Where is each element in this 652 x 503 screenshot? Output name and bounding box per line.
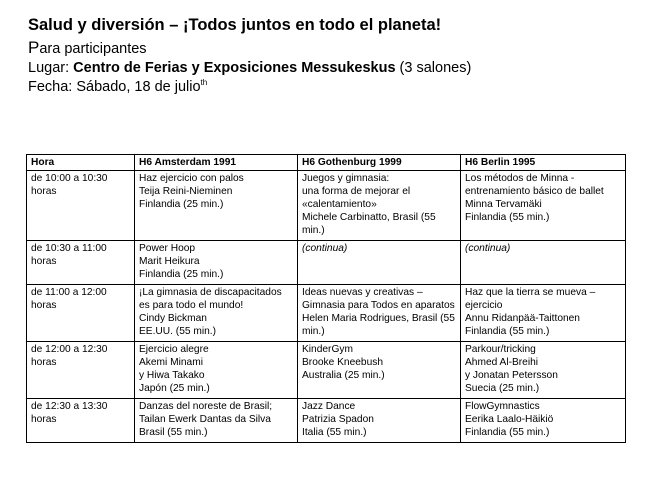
session-cell-berlin: [461, 241, 626, 285]
session-line: Los métodos de Minna - entrenamiento básico de ballet: [465, 173, 604, 197]
session-line: Michele Carbinatto, Brasil (55 min.): [302, 212, 436, 236]
session-line: Haz ejercicio con palos: [139, 173, 244, 184]
location-line: [28, 59, 628, 78]
session-line: Minna Tervamäki: [465, 199, 542, 210]
session-line: Italia (55 min.): [302, 427, 367, 438]
document-header: [28, 14, 628, 97]
session-cell-gothenburg: [298, 342, 461, 399]
audience-line: [28, 38, 628, 59]
session-cell-berlin: [461, 171, 626, 241]
column-header-amsterdam: H6 Amsterdam 1991: [135, 155, 298, 171]
session-line: Brasil (55 min.): [139, 427, 208, 438]
session-cell-gothenburg: [298, 285, 461, 342]
session-line: y Jonatan Petersson: [465, 370, 558, 381]
table-header-row: [27, 155, 626, 171]
session-cell-amsterdam: [135, 241, 298, 285]
location-extra: (3 salones): [395, 60, 472, 76]
session-line: Eerika Laalo-Häikiö: [465, 414, 554, 425]
session-cell-gothenburg: [298, 241, 461, 285]
session-line: Ideas nuevas y creativas – Gimnasia para Todos en aparatos: [302, 287, 455, 311]
schedule-table: [26, 154, 626, 443]
session-line: Patrizia Spadon: [302, 414, 374, 425]
column-header-gothenburg: H6 Gothenburg 1999: [298, 155, 461, 171]
session-line: (continua): [302, 243, 348, 254]
session-line: Teija Reini-Nieminen: [139, 186, 233, 197]
session-line: Japón (25 min.): [139, 383, 210, 394]
session-line: Power Hoop: [139, 243, 196, 254]
session-line: Ahmed Al-Breihi: [465, 357, 539, 368]
session-line: EE.UU. (55 min.): [139, 326, 216, 337]
time-cell: de 12:00 a 12:30 horas: [27, 342, 135, 399]
session-line: Akemi Minami: [139, 357, 203, 368]
time-cell: de 10:00 a 10:30 horas: [27, 171, 135, 241]
session-line: Suecia (25 min.): [465, 383, 540, 394]
table-row: [27, 285, 626, 342]
audience-initial: P: [28, 38, 40, 57]
session-line: ¡La gimnasia de discapacitados es para todo el mundo!: [139, 287, 282, 311]
session-line: Finlandia (55 min.): [465, 427, 550, 438]
session-line: Finlandia (55 min.): [465, 212, 550, 223]
session-line: «calentamiento»: [302, 199, 377, 210]
session-line: Haz que la tierra se mueva – ejercicio: [465, 287, 596, 311]
session-cell-gothenburg: [298, 399, 461, 443]
table-row: [27, 171, 626, 241]
session-cell-amsterdam: [135, 399, 298, 443]
column-header-time: Hora: [27, 155, 135, 171]
session-line: Juegos y gimnasia:: [302, 173, 390, 184]
location-value: Centro de Ferias y Exposiciones Messukeskus: [73, 60, 396, 76]
session-line: Marit Heikura: [139, 256, 200, 267]
session-line: Finlandia (55 min.): [465, 326, 550, 337]
session-line: una forma de mejorar el: [302, 186, 411, 197]
time-cell: de 11:00 a 12:00 horas: [27, 285, 135, 342]
session-cell-gothenburg: [298, 171, 461, 241]
location-label: Lugar:: [28, 60, 74, 76]
session-line: Jazz Dance: [302, 401, 356, 412]
session-line: Australia (25 min.): [302, 370, 385, 381]
document-title: Salud y diversión – ¡Todos juntos en todo el planeta!: [28, 16, 442, 34]
session-line: FlowGymnastics: [465, 401, 540, 412]
table-row: [27, 399, 626, 443]
session-line: Cindy Bickman: [139, 313, 207, 324]
column-header-berlin: H6 Berlin 1995: [461, 155, 626, 171]
session-line: Brooke Kneebush: [302, 357, 383, 368]
session-cell-amsterdam: [135, 285, 298, 342]
table-row: [27, 241, 626, 285]
session-line: Finlandia (25 min.): [139, 199, 224, 210]
date-superscript: th: [200, 78, 208, 88]
session-line: Ejercicio alegre: [139, 344, 209, 355]
schedule-body: [27, 171, 626, 443]
session-line: KinderGym: [302, 344, 353, 355]
session-line: Annu Ridanpää-Taittonen: [465, 313, 580, 324]
session-line: Tailan Ewerk Dantas da Silva: [139, 414, 271, 425]
session-line: Parkour/tricking: [465, 344, 536, 355]
time-cell: de 10:30 a 11:00 horas: [27, 241, 135, 285]
session-line: y Hiwa Takako: [139, 370, 205, 381]
audience-text: ara participantes: [39, 41, 147, 57]
time-cell: de 12:30 a 13:30 horas: [27, 399, 135, 443]
session-cell-amsterdam: [135, 342, 298, 399]
session-cell-berlin: [461, 342, 626, 399]
session-line: Danzas del noreste de Brasil;: [139, 401, 273, 412]
table-row: [27, 342, 626, 399]
session-line: Finlandia (25 min.): [139, 269, 224, 280]
date-line: [28, 78, 628, 97]
session-cell-berlin: [461, 285, 626, 342]
session-line: (continua): [465, 243, 511, 254]
session-cell-berlin: [461, 399, 626, 443]
session-cell-amsterdam: [135, 171, 298, 241]
session-line: Helen Maria Rodrigues, Brasil (55 min.): [302, 313, 455, 337]
date-text: Fecha: Sábado, 18 de julio: [28, 79, 201, 95]
